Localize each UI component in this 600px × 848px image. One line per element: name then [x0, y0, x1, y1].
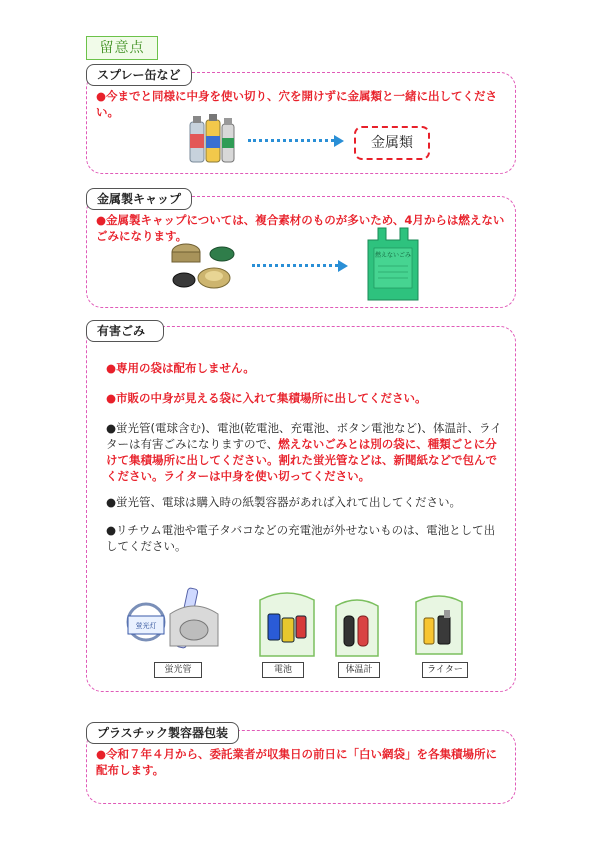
bag-label-fluorescent: 蛍光管 [154, 662, 202, 678]
hazard-p5: ●リチウム電池や電子タバコなどの充電池が外せないものは、電池として出してください。 [106, 523, 496, 553]
bag-label-lighter: ライター [422, 662, 468, 678]
plastic-section-label: プラスチック製容器包装 [86, 722, 239, 744]
tube-box-text: 蛍光灯 [135, 622, 157, 630]
spray-arrow-head-icon [334, 135, 344, 147]
spray-cans-image [186, 112, 238, 166]
hazard-section-label: 有害ごみ [86, 320, 164, 342]
cap-arrow [252, 264, 338, 267]
fluorescent-tube-image [124, 584, 230, 654]
metal-caps-image [164, 240, 244, 292]
page-title: 留意点 [86, 36, 158, 60]
spray-section-label: スプレー缶など [86, 64, 192, 86]
hazard-p1: ●専用の袋は配布しません。 [106, 361, 255, 375]
bag-label-thermometer: 体温計 [338, 662, 380, 678]
cap-arrow-head-icon [338, 260, 348, 272]
hazard-p3-normal: ●蛍光管(電球含む)、電池(乾電池、充電池、ボタン電池など)、体温計、ライターは有害ごみになりますので、 [106, 421, 502, 451]
cap-text: ●金属製キャップについては、複合素材のものが多いため、4月からは燃えないごみになります。 [96, 213, 505, 243]
green-bag-image [362, 226, 424, 304]
spray-text: ●今までと同様に中身を使い切り、穴を開けずに金属類と一緒に出してください。 [96, 89, 498, 119]
hazard-p3-emphasis: 燃えないごみとは別の袋に、種類ごとに分けて集積場所に出してください。割れた蛍光管などは、新聞紙などで包んでください。ライターは中身を使い切ってください。 [106, 437, 497, 483]
bag-label-battery: 電池 [262, 662, 304, 678]
battery-bag-image [252, 588, 322, 660]
spray-arrow [248, 139, 334, 142]
lighter-bag-image [410, 592, 468, 658]
plastic-text: ●令和７年４月から、委託業者が収集日の前日に「白い網袋」を各集積場所に配布します。 [96, 747, 498, 777]
hazard-p3 [106, 420, 506, 484]
metal-category-tag: 金属類 [354, 126, 430, 160]
hazard-p4: ●蛍光管、電球は購入時の紙製容器があれば入れて出してください。 [106, 495, 462, 509]
thermometer-bag-image [330, 596, 384, 660]
green-bag-text: 燃えないごみ [374, 252, 411, 259]
hazard-p2: ●市販の中身が見える袋に入れて集積場所に出してください。 [106, 391, 427, 405]
cap-section-label: 金属製キャップ [86, 188, 192, 210]
